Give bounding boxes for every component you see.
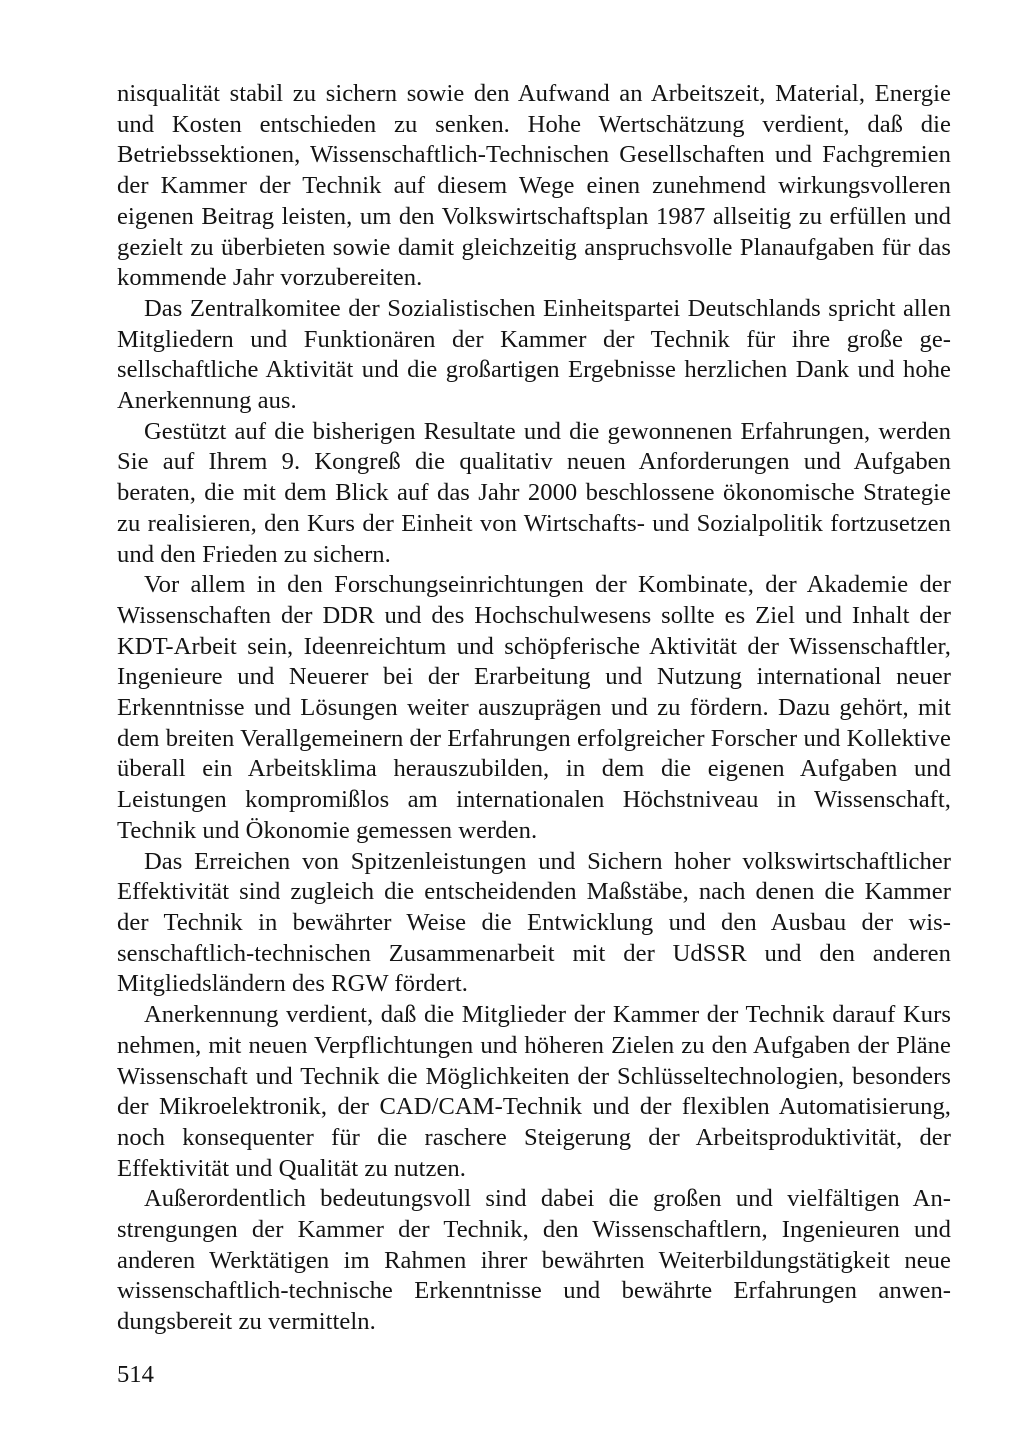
body-text bbox=[117, 79, 951, 1338]
paragraph: Anerkennung verdient, daß die Mitglieder der Kammer der Technik darauf Kurs nehmen, mit neuen Verpflichtungen und höheren Zielen zu den Aufgaben der Pläne Wissenschaft und Technik die Möglichkeiten der Schlüsseltechnologien, besonders der Mikroelektronik, der CAD/CAM-Technik und der flexiblen Automatisierung, noch konsequenter für die raschere Steigerung der Arbeitsproduktivität, der Effektivität und Qualität zu nutzen. bbox=[117, 1001, 951, 1182]
paragraph: Gestützt auf die bisherigen Resultate und die gewonnenen Erfahrungen, werden Sie auf Ihrem 9. Kongreß die qualitativ neuen Anforderungen und Aufgaben beraten, die mit dem Blick auf das Jahr 2000 beschlossene ökonomische Strategie zu realisieren, den Kurs der Einheit von Wirtschafts- und Sozialpolitik fortzusetzen und den Frieden zu sichern. bbox=[117, 417, 951, 568]
paragraph: Das Zentralkomitee der Sozialistischen Einheitspartei Deutschlands spricht allen Mitgliedern und Funktionären der Kammer der Technik für ihre große gesellschaftliche Aktivität und die großartigen Ergebnisse herzlichen Dank und hohe Anerkennung aus. bbox=[117, 294, 951, 415]
paragraph: Außerordentlich bedeutungsvoll sind dabei die großen und vielfältigen Anstrengungen der Kammer der Technik, den Wissenschaftlern, Ingenieuren und anderen Werktätigen im Rahmen ihrer bewährten Weiterbildungstätigkeit neue wissenschaftlich-technische Erkenntnisse und bewährte Erfahrungen anwendungsbereit zu vermitteln. bbox=[117, 1185, 951, 1336]
paragraph: Das Erreichen von Spitzenleistungen und Sichern hoher volkswirtschaftlicher Effektivität sind zugleich die entscheidenden Maßstäbe, nach denen die Kammer der Technik in bewährter Weise die Entwicklung und den Ausbau der wissenschaftlich-technischen Zusammenarbeit mit der UdSSR und den anderen Mitgliedsländern des RGW fördert. bbox=[117, 847, 951, 998]
paragraph-continued: nisqualität stabil zu sichern sowie den Aufwand an Arbeitszeit, Material, Energie und Kosten entschieden zu senken. Hohe Wertschätzung verdient, daß die Betriebssektionen, Wissenschaftlich-Technischen Gesellschaften und Fachgremien der Kammer der Technik auf diesem Wege einen zunehmend wirkungsvolleren eigenen Beitrag leisten, um den Volkswirtschaftsplan 1987 allseitig zu erfüllen und gezielt zu überbieten sowie damit gleichzeitig anspruchsvolle Planaufgaben für das kommende Jahr vorzubereiten. bbox=[117, 80, 951, 292]
paragraph: Vor allem in den Forschungseinrichtungen der Kombinate, der Akademie der Wissenschaften der DDR und des Hochschulwesens sollte es Ziel und Inhalt der KDT-Arbeit sein, Ideenreichtum und schöpferische Aktivität der Wissenschaftler, Ingenieure und Neuerer bei der Erarbeitung und Nutzung international neuer Erkenntnisse und Lösungen weiter auszuprägen und zu fördern. Dazu gehört, mit dem breiten Verallgemeinern der Erfahrungen erfolgreicher Forscher und Kollektive überall ein Arbeitsklima herauszubilden, in dem die eigenen Aufgaben und Leistungen kompromißlos am internationalen Höchstniveau in Wissenschaft, Technik und Ökonomie gemessen werden. bbox=[117, 571, 951, 844]
page-number: 514 bbox=[117, 1361, 154, 1388]
